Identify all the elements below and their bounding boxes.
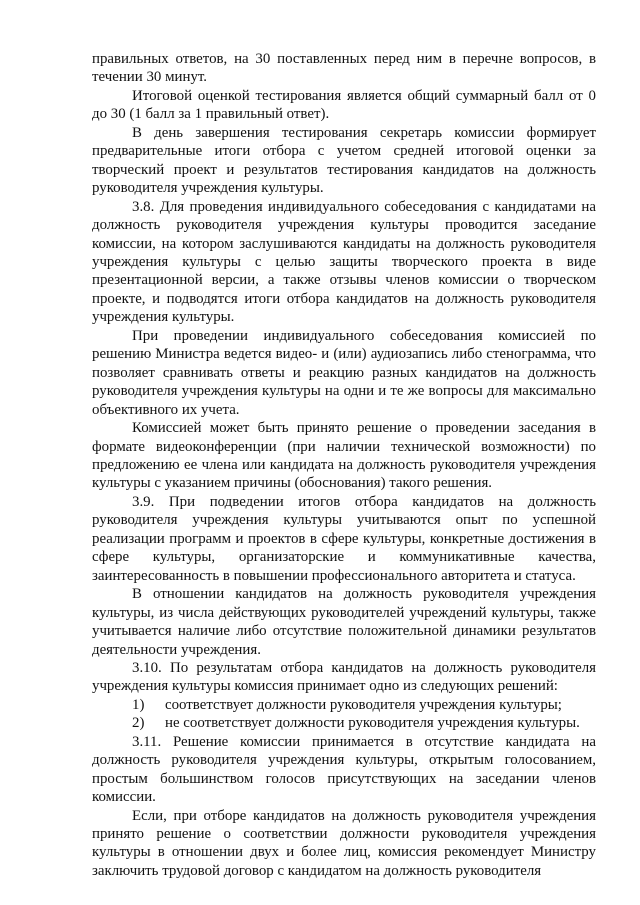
paragraph-current-heads: В отношении кандидатов на должность руководителя учреждения культуры, из числа действующих руководителей учреждений культуры, также учитывается наличие либо отсутствие положительной динамики результатов деятельности учреждения.: [92, 586, 596, 658]
list-item: [92, 696, 596, 714]
paragraph-test-score: Итоговой оценкой тестирования является общий суммарный балл от 0 до 30 (1 балл за 1 правильный ответ).: [92, 87, 596, 123]
paragraph-recommendation: Если, при отборе кандидатов на должность руководителя учреждения принято решение о соответствии должности руководителя учреждения культуры в отношении двух и более лиц, комиссия рекомендует Министру заключить трудовой договор с кандидатом на должность руководителя: [92, 807, 596, 879]
list-item-number: 1): [132, 696, 145, 713]
paragraph-3-11: 3.11. Решение комиссии принимается в отсутствие кандидата на должность руководителя учреждения культуры, открытым голосованием, простым большинством голосов присутствующих на заседании членов комиссии.: [92, 733, 596, 806]
paragraph-3-9: 3.9. При подведении итогов отбора кандидатов на должность руководителя учреждения культуры учитываются опыт по успешной реализации программ и проектов в сфере культуры, конкретные достижения в сфере культуры, организаторские и коммуникативные качества, заинтересованность в повышении профессионального авторитета и статуса.: [92, 493, 596, 584]
paragraph-recording: При проведении индивидуального собеседования комиссией по решению Министра ведется видео- и (или) аудиозапись либо стенограмма, что позволяет сравнивать ответы и реакцию разных кандидатов на должность руководителя учреждения культуры на одни и те же вопросы для максимально объективного их учета.: [92, 327, 596, 418]
paragraph-preliminary-results: В день завершения тестирования секретарь комиссии формирует предварительные итоги отбора с учетом средней итоговой оценки за творческий проект и результатов тестирования кандидатов на должность руководителя учреждения культуры.: [92, 124, 596, 197]
paragraph-3-10: 3.10. По результатам отбора кандидатов на должность руководителя учреждения культуры комиссия принимает одно из следующих решений:: [92, 659, 596, 695]
list-item-text: соответствует должности руководителя учреждения культуры;: [165, 696, 562, 713]
paragraph-continuation: правильных ответов, на 30 поставленных перед ним в перечне вопросов, в течении 30 минут.: [92, 51, 596, 86]
document-page: [92, 50, 596, 880]
list-item-number: 2): [132, 715, 145, 732]
list-item: [92, 714, 596, 732]
paragraph-videoconference: Комиссией может быть принято решение о проведении заседания в формате видеоконференции (при наличии технической возможности) по предложению ее члена или кандидата на должность руководителя учреждения культуры с указанием причины (обоснования) такого решения.: [92, 420, 596, 492]
list-item-text: не соответствует должности руководителя учреждения культуры.: [165, 715, 580, 732]
paragraph-3-8: 3.8. Для проведения индивидуального собеседования с кандидатами на должность руководителя учреждения культуры проводится заседание комиссии, на котором заслушиваются кандидаты на должность руководителя учреждения культуры с целью защиты творческого проекта в виде презентационной версии, а также отзывы членов комиссии о творческом проекте, и подводятся итоги отбора кандидатов на должность руководителя учреждения культуры.: [92, 198, 596, 326]
